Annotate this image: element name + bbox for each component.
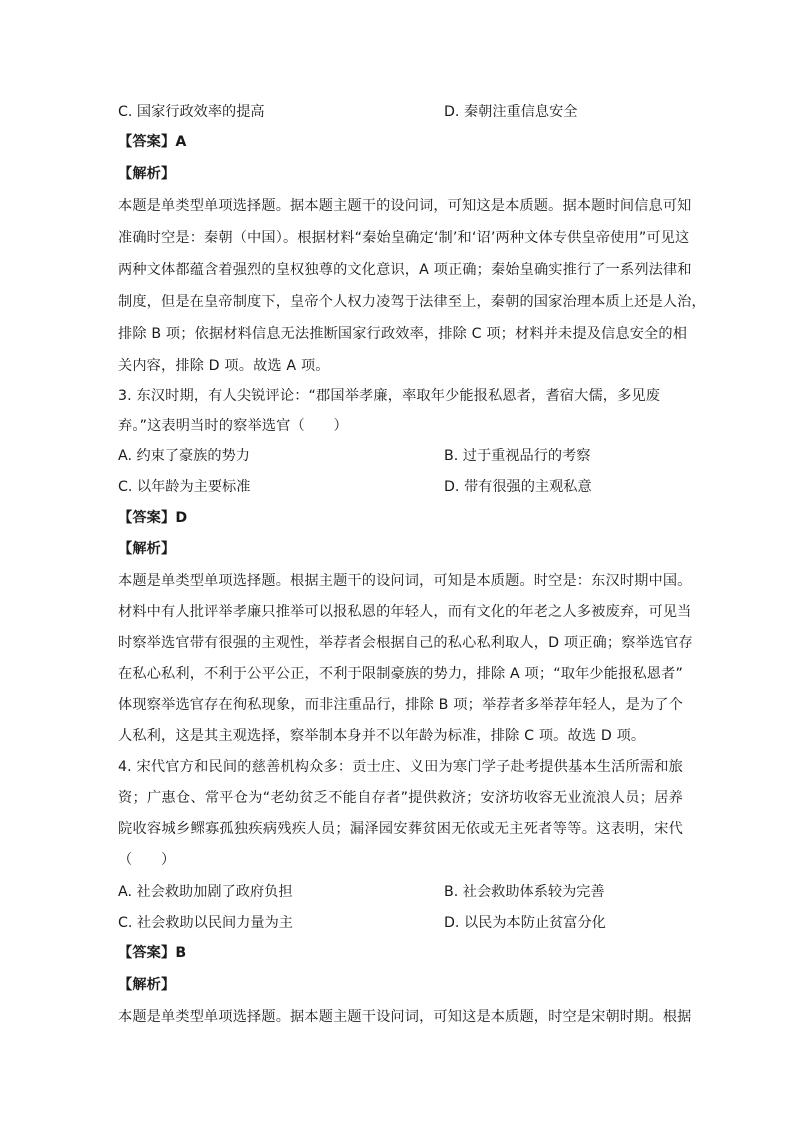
q3-option-b: B. 过于重视品行的考察 [444,448,591,464]
q3-analysis-label: 【解析】 [118,541,176,557]
q4-option-c: C. 社会救助以民间力量为主 [118,915,293,931]
q3-analysis-line: 时察举选官带有很强的主观性，举荐者会根据自己的私心私利取人，D 项正确；察举选官存 [118,635,693,651]
q2-analysis-line: 准确时空是：秦朝（中国）。根据材料“秦始皇确定‘制’和‘诏’两种文体专供皇帝使用”可见这 [118,230,690,246]
q3-option-c: C. 以年龄为主要标准 [118,479,251,495]
q4-analysis-label: 【解析】 [118,977,176,993]
q4-stem-line: （ ） [118,852,176,868]
q3-analysis-line: 人私利，这是其主观选择，察举制本身并不以年龄为标准，排除 C 项。故选 D 项。 [118,728,646,744]
q4-option-b: B. 社会救助体系较为完善 [444,884,605,900]
q2-option-d: D. 秦朝注重信息安全 [444,104,578,120]
q3-analysis-line: 体现察举选官存在徇私现象，而非注重品行，排除 B 项；举荐者多举荐年轻人，是为了个 [118,697,683,713]
q3-option-d: D. 带有很强的主观私意 [444,479,592,495]
q3-analysis-line: 材料中有人批评举孝廉只推举可以报私恩的年轻人，而有文化的年老之人多被废弃，可见当 [118,604,692,620]
q2-option-c: C. 国家行政效率的提高 [118,104,265,120]
q4-option-a: A. 社会救助加剧了政府负担 [118,884,293,900]
q2-analysis-line: 关内容，排除 D 项。故选 A 项。 [118,358,330,374]
q3-stem-line: 弃。”这表明当时的察举选官（ ） [118,418,348,434]
q3-stem-line: 3. 东汉时期，有人尖锐评论：“郡国举孝廉，率取年少能报私恩者，耆宿大儒，多见废 [118,388,661,404]
q3-answer: 【答案】D [118,510,188,526]
q2-analysis-line: 制度，但是在皇帝制度下，皇帝个人权力凌驾于法律至上，秦朝的国家治理本质上还是人治， [118,294,706,310]
q3-analysis-line: 本题是单类型单项选择题。根据主题干的设问词，可知是本质题。时空是：东汉时期中国。 [118,573,692,589]
q4-option-d: D. 以民为本防止贫富分化 [444,915,606,931]
q2-analysis-line: 本题是单类型单项选择题。据本题主题干的设问词，可知这是本质题。据本题时间信息可知 [118,198,692,214]
q2-analysis-line: 两种文体都蕴含着强烈的皇权独尊的文化意识，A 项正确；秦始皇确实推行了一系列法律和 [118,262,692,278]
q2-analysis-line: 排除 B 项；依据材料信息无法推断国家行政效率，排除 C 项；材料并未提及信息安全的相 [118,326,688,342]
q2-analysis-label: 【解析】 [118,166,176,182]
q3-analysis-line: 在私心私利，不利于公平公正，不利于限制豪族的势力，排除 A 项；“取年少能报私恩者” [118,666,683,682]
q4-stem-line: 资；广惠仓、常平仓为“老幼贫乏不能自存者”提供救济；安济坊收容无业流浪人员；居养 [118,790,683,806]
q4-stem-line: 4. 宋代官方和民间的慈善机构众多：贡士庄、义田为寒门学子赴考提供基本生活所需和旅 [118,759,683,775]
q3-option-a: A. 约束了豪族的势力 [118,448,250,464]
q4-stem-line: 院收容城乡鳏寡孤独疾病残疾人员；漏泽园安葬贫困无依或无主死者等等。这表明，宋代 [118,821,683,837]
q4-analysis-line: 本题是单类型单项选择题。据本题主题干设问词，可知这是本质题，时空是宋朝时期。根据 [118,1009,692,1025]
q4-answer: 【答案】B [118,945,187,961]
q2-answer: 【答案】A [118,134,187,150]
